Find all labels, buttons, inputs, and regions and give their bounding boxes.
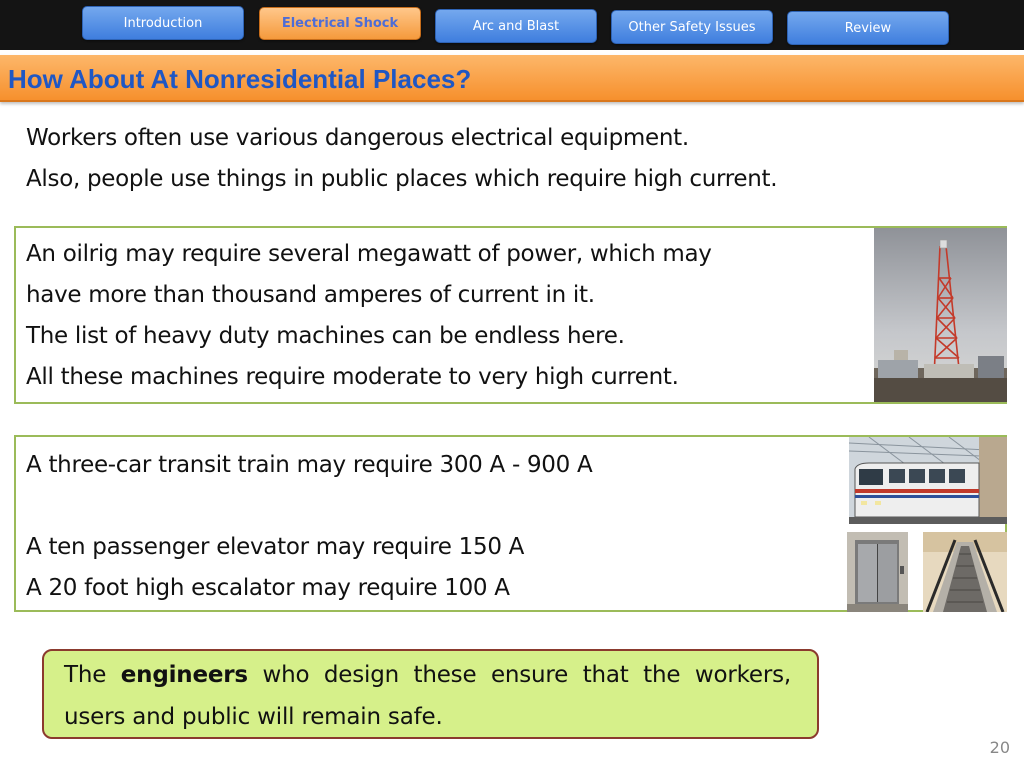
intro-line-2: Also, people use things in public places which require high current. [26, 166, 778, 192]
nav-electrical-shock-label: Electrical Shock [281, 16, 399, 31]
transit-train-photo [849, 437, 1007, 524]
nav-arc-and-blast-label: Arc and Blast [472, 18, 560, 34]
oilrig-line-1: An oilrig may require several megawatt of power, which may [26, 241, 712, 267]
oilrig-line-3: The list of heavy duty machines can be endless here. [26, 323, 625, 349]
train-line: A three-car transit train may require 300 A - 900 A [26, 452, 593, 478]
nav-arc-and-blast-button[interactable] [435, 9, 597, 43]
spacer [26, 486, 846, 527]
escalator-line: A 20 foot high escalator may require 100 A [26, 575, 510, 601]
nav-other-safety-issues-button[interactable] [611, 10, 773, 44]
elevator-photo [847, 532, 908, 612]
escalator-photo [923, 532, 1007, 612]
oilrig-info-box [14, 226, 1007, 404]
elevator-line: A ten passenger elevator may require 150 A [26, 534, 525, 560]
callout-pre: The [64, 662, 107, 688]
nav-introduction-button[interactable] [82, 6, 244, 40]
page-number: 20 [989, 738, 1010, 757]
nav-electrical-shock-button[interactable] [259, 7, 421, 40]
nav-review-button[interactable] [787, 11, 949, 45]
intro-line-1: Workers often use various dangerous electrical equipment. [26, 125, 689, 151]
slide-title: How About At Nonresidential Places? [8, 64, 472, 94]
intro-text [26, 118, 986, 200]
transit-info-box [14, 435, 1007, 612]
callout-text [64, 654, 791, 738]
nav-other-safety-issues-label: Other Safety Issues [628, 19, 756, 35]
nav-review-label: Review [844, 20, 892, 36]
oil-rig-photo [874, 228, 1007, 402]
slide-title-bar [0, 55, 1024, 102]
oilrig-line-4: All these machines require moderate to very high current. [26, 364, 679, 390]
nav-introduction-label: Introduction [123, 15, 203, 31]
transit-text [26, 445, 846, 609]
callout-post: who design these ensure that the workers, users and public will remain safe. [64, 662, 791, 730]
engineers-callout-box [42, 649, 819, 739]
top-navigation-bar [0, 0, 1024, 50]
oilrig-line-2: have more than thousand amperes of current in it. [26, 282, 595, 308]
callout-bold-engineers: engineers [120, 662, 248, 688]
oilrig-text [26, 234, 876, 398]
